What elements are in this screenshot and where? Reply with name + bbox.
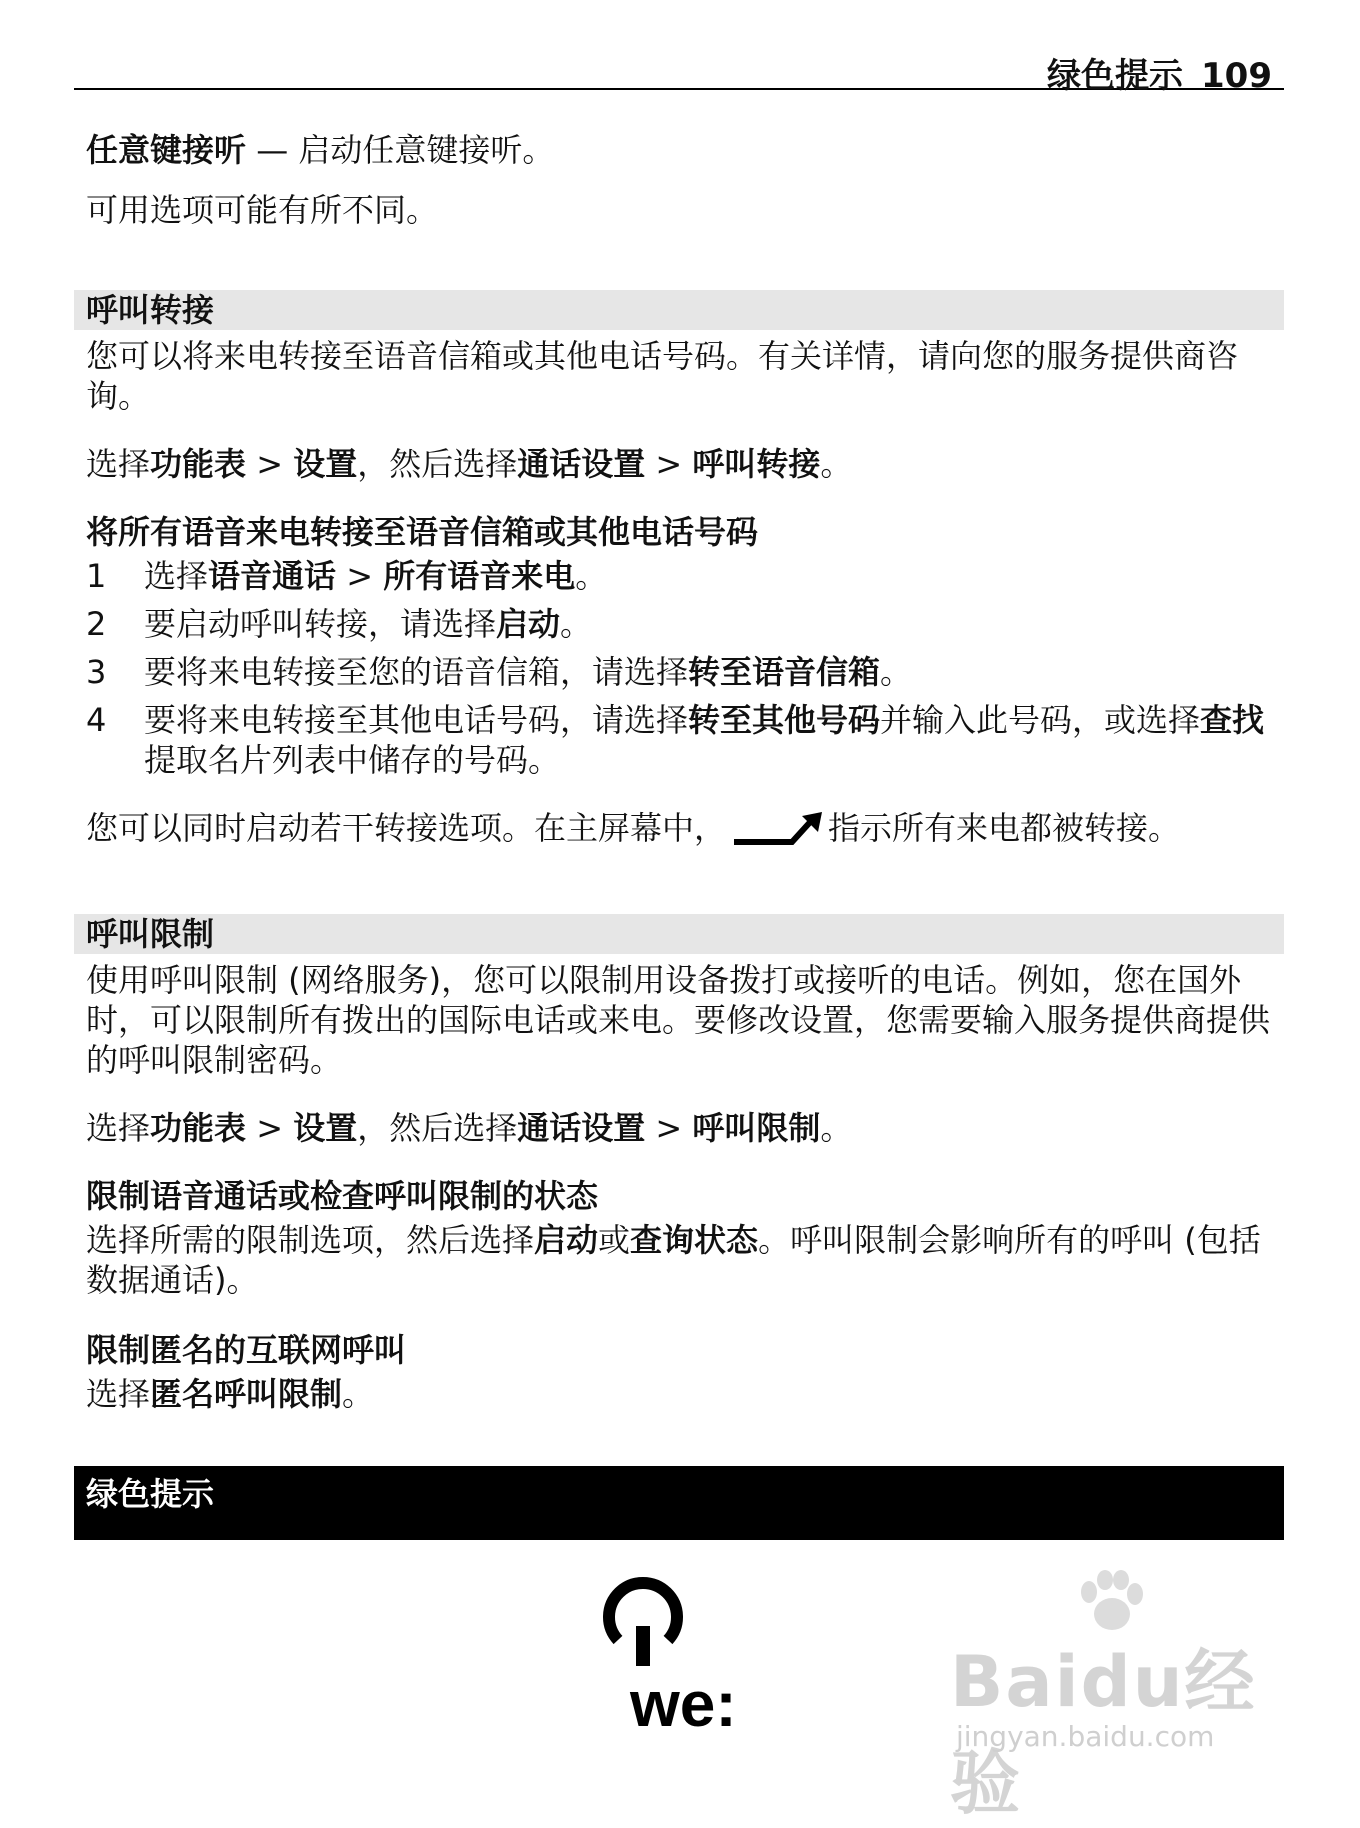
section-header-call-divert xyxy=(74,290,1284,330)
section-header-call-barring xyxy=(74,914,1284,954)
list-item: 3 要将来电转接至您的语音信箱，请选择转至语音信箱。 xyxy=(86,653,913,691)
anykey-answer-line xyxy=(86,130,1272,170)
call-divert-menu-path: 选择功能表 > 设置，然后选择通话设置 > 呼叫转接。 xyxy=(86,445,853,483)
section-title: 呼叫转接 xyxy=(86,291,215,329)
page-number: 109 xyxy=(1201,56,1272,96)
baidu-jingyan-watermark xyxy=(950,1570,1280,1824)
bar-voice-calls-heading: 限制语音通话或检查呼叫限制的状态 xyxy=(86,1177,599,1215)
list-item: 1 选择语音通话 > 所有语音来电。 xyxy=(86,557,608,595)
section-title: 呼叫限制 xyxy=(86,915,215,953)
anykey-dash: — xyxy=(246,131,299,169)
menu-label: 功能表 xyxy=(150,445,247,483)
bar-anonymous-calls-heading: 限制匿名的互联网呼叫 xyxy=(86,1331,407,1369)
call-settings-label: 通话设置 xyxy=(517,445,646,483)
watermark-brand: Baidu经验 xyxy=(950,1641,1257,1824)
section-title: 绿色提示 xyxy=(86,1475,215,1513)
anykey-term: 任意键接听 xyxy=(86,131,247,169)
options-note: 可用选项可能有所不同。 xyxy=(86,191,439,229)
call-divert-description: 您可以将来电转接至语音信箱或其他电话号码。有关详情，请向您的服务提供商咨询。 xyxy=(86,337,1239,415)
multiple-divert-note: 您可以同时启动若干转接选项。在主屏幕中， 指示所有来电都被转接。 xyxy=(86,808,1272,850)
list-item: 4 要将来电转接至其他电话号码，请选择转至其他号码并输入此号码，或选择查找提取名片列表中储存的号码。 xyxy=(86,701,1265,779)
call-barring-description: 使用呼叫限制 (网络服务)，您可以限制用设备拨打或接听的电话。例如，您在国外时，可以限制所有拨出的国际电话或来电。要修改设置，您需要输入服务提供商提供的呼叫限制密码。 xyxy=(86,961,1271,1079)
call-barring-menu-path: 选择功能表 > 设置，然后选择通话设置 > 呼叫限制。 xyxy=(86,1109,853,1147)
divert-all-voice-calls-heading: 将所有语音来电转接至语音信箱或其他电话号码 xyxy=(86,513,759,551)
paw-icon xyxy=(1075,1570,1145,1634)
we-logo xyxy=(548,1570,758,1760)
section-header-green-tips xyxy=(74,1466,1284,1540)
divert-arrow-icon xyxy=(732,810,822,850)
settings-label: 设置 xyxy=(293,1109,358,1147)
settings-label: 设置 xyxy=(293,445,358,483)
divert-steps-list xyxy=(86,556,1272,788)
call-divert-label: 呼叫转接 xyxy=(692,445,821,483)
call-settings-label: 通话设置 xyxy=(517,1109,646,1147)
watermark-url: jingyan.baidu.com xyxy=(956,1720,1215,1753)
menu-label: 功能表 xyxy=(150,1109,247,1147)
anykey-desc: 启动任意键接听。 xyxy=(298,131,555,169)
page-header xyxy=(74,44,1284,96)
running-head xyxy=(1029,48,1272,97)
bar-anonymous-calls-text: 选择匿名呼叫限制。 xyxy=(86,1375,375,1413)
bar-voice-calls-text: 选择所需的限制选项，然后选择启动或查询状态。呼叫限制会影响所有的呼叫 (包括数据通话)。 xyxy=(86,1221,1261,1299)
svg-text:we:: we: xyxy=(630,1668,737,1740)
running-head-section: 绿色提示 xyxy=(1047,56,1184,96)
call-barring-label: 呼叫限制 xyxy=(692,1109,821,1147)
list-item: 2 要启动呼叫转接，请选择启动。 xyxy=(86,605,593,643)
